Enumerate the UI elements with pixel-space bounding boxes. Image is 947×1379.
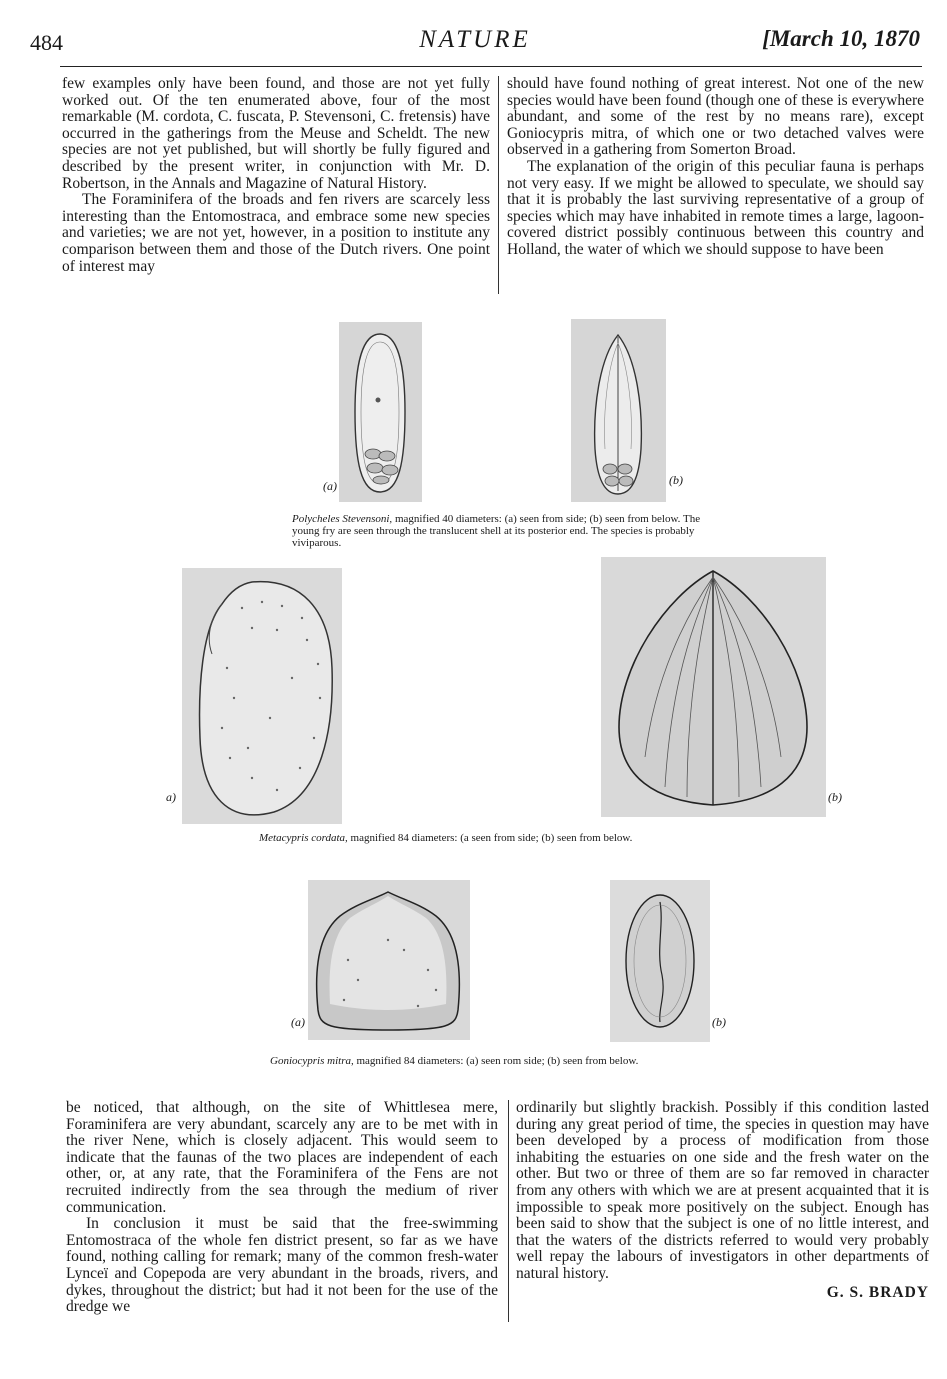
figure-label: (a): [291, 1015, 305, 1029]
figure-metacypris-side: [182, 568, 342, 824]
bottom-right-column: [516, 1100, 929, 1301]
paragraph: few examples only have been found, and those are not yet fully worked out. Of the ten enumerated above, four of the most remarkable (M. cordota, C. fuscata, P. Stevensoni, C. fretensis) have occurred in the gatherings from the Meuse and Scheldt. The new species are not yet published, but will shortly be fully figured and described by the present writer, in conjunction with Mr. D. Robertson, in the Annals and Magazine of Natural History.: [62, 75, 490, 192]
figure-goniocypris-below: [610, 880, 710, 1042]
goniocypris-side-illustration: [308, 880, 470, 1040]
issue-date: [March 10, 1870: [762, 26, 920, 51]
figure-label: a): [166, 790, 176, 804]
page-number: 484: [30, 30, 63, 55]
figure-caption: [259, 832, 779, 844]
author-signature: G. S. BRADY: [826, 1283, 929, 1301]
figure-metacypris-below: [601, 557, 826, 817]
figure-polycheles-below: [571, 319, 666, 502]
polycheles-below-illustration: [571, 319, 666, 502]
figure-label: (b): [828, 790, 842, 804]
goniocypris-below-illustration: [610, 880, 710, 1042]
journal-title: NATURE: [419, 26, 531, 53]
paragraph: The explanation of the origin of this peculiar fauna is perhaps not very easy. If we might be allowed to speculate, we should say that it is probably the last surviving representative of a group of species which may have inhabited in remote times a large, lagoon-covered district possibly continuous between this country and Holland, the water of which we should suppose to have been: [507, 157, 924, 258]
paragraph: The Foraminifera of the broads and fen rivers are scarcely less interesting than the Entomostraca, and embrace some new species and varieties; we are not yet, however, in a position to institute any comparison between them and those of the Dutch rivers. One point of interest may: [62, 191, 490, 275]
metacypris-below-illustration: [601, 557, 826, 817]
caption-text: magnified 84 diameters: (a seen from side; (b) seen from below.: [347, 832, 633, 844]
caption-text: magnified 84 diameters: (a) seen rom side; (b) seen from below.: [353, 1055, 639, 1067]
figure-polycheles-side: [339, 322, 422, 502]
caption-species: Metacypris cordata,: [259, 832, 348, 844]
paragraph: be noticed, that although, on the site of Whittlesea mere, Foraminifera are very abundant, scarcely any are to be met with in the river Nene, which is closely adjacent. This would seem to indicate that the faunas of the two places are independent of each other, or, at any rate, that the Foraminifera of the Fens are not recruited indirectly from the sea through the medium of river communication.: [66, 1099, 498, 1216]
polycheles-side-illustration: [339, 322, 422, 502]
figure-caption: [292, 513, 724, 549]
top-right-column: [507, 76, 924, 259]
caption-text: magnified 40 diameters: (a) seen from side; (b) seen from below. The young fry are seen through the translucent shell at its posterior end. The species is probably viviparous.: [292, 513, 701, 549]
column-divider: [498, 76, 499, 294]
page-header: [30, 24, 920, 58]
figure-label: (a): [323, 479, 337, 493]
bottom-left-column: [66, 1100, 498, 1316]
figure-label: (b): [669, 473, 683, 487]
figure-label: (b): [712, 1015, 726, 1029]
caption-species: Goniocypris mitra,: [270, 1055, 354, 1067]
caption-species: Polycheles Stevensoni,: [292, 513, 393, 525]
header-rule: [60, 66, 922, 67]
figure-caption: [270, 1055, 770, 1067]
paragraph: should have found nothing of great interest. Not one of the new species would have been found (though one of these is everywhere abundant, and some of the rest by no means rare), except Goniocypris mitra, of which one or two detached valves were observed in a gathering from Somerton Broad.: [507, 75, 924, 159]
figure-goniocypris-side: [308, 880, 470, 1040]
paragraph: ordinarily but slightly brackish. Possibly if this condition lasted during any great period of time, the species in question may have been developed by a process of modification from those inhabiting the estuaries on one side and the fresh water on the other. But two or three of them are so far removed in character from any others with which we are at present acquainted that it is impossible to speak more positively on the subject. Enough has been said to show that the subject is one of no little interest, and that the waters of the districts referred to would very probably well repay the labours of investigators in other departments of natural history.: [516, 1099, 929, 1282]
paragraph: In conclusion it must be said that the free-swimming Entomostraca of the whole fen district present, so far as we have found, nothing calling for remark; many of the common fresh-water Lynceï and Copepoda are very abundant in the broads, rivers, and dykes, throughout the district; but had it not been for the use of the dredge we: [66, 1215, 498, 1316]
top-left-column: [62, 76, 490, 275]
metacypris-side-illustration: [182, 568, 342, 824]
column-divider: [508, 1100, 509, 1322]
